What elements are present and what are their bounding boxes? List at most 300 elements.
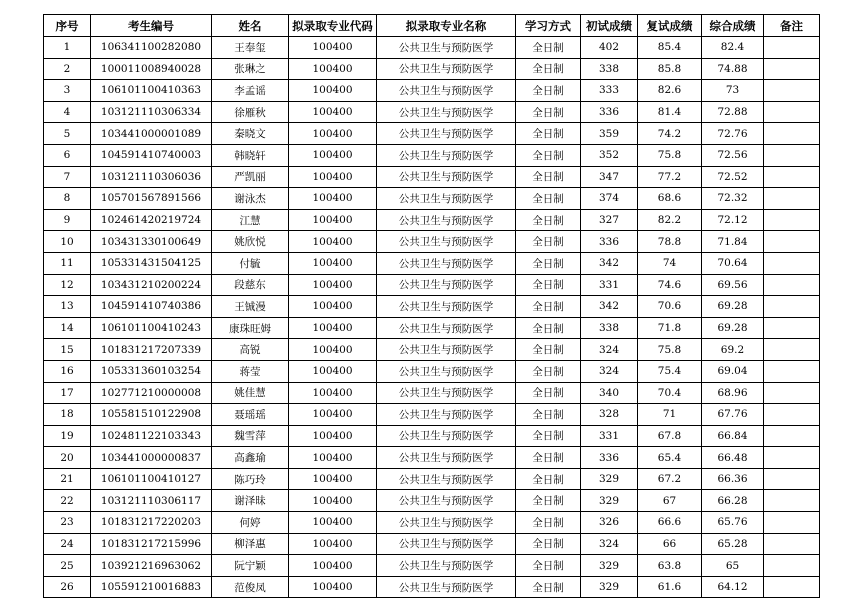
cell-seq: 15	[44, 339, 91, 361]
table-row	[44, 209, 820, 231]
header-candidate-id: 考生编号	[91, 15, 212, 37]
cell-name: 张琳之	[212, 58, 289, 80]
cell-candidate-id: 103431210200224	[91, 274, 212, 296]
cell-total-score: 72.76	[702, 123, 764, 145]
cell-total-score: 71.84	[702, 231, 764, 253]
cell-study-mode: 全日制	[516, 123, 581, 145]
cell-major-name: 公共卫生与预防医学	[377, 37, 516, 59]
cell-remarks	[764, 576, 820, 598]
cell-seq: 19	[44, 425, 91, 447]
cell-name: 范俊凤	[212, 576, 289, 598]
cell-name: 李孟谣	[212, 80, 289, 102]
cell-remarks	[764, 425, 820, 447]
cell-seq: 4	[44, 101, 91, 123]
table-body	[44, 37, 820, 598]
cell-study-mode: 全日制	[516, 512, 581, 534]
table-row	[44, 37, 820, 59]
cell-remarks	[764, 468, 820, 490]
cell-initial-score: 329	[581, 555, 638, 577]
cell-retest-score: 82.6	[638, 80, 702, 102]
cell-name: 蒋莹	[212, 360, 289, 382]
table-row	[44, 80, 820, 102]
cell-retest-score: 85.4	[638, 37, 702, 59]
cell-candidate-id: 102461420219724	[91, 209, 212, 231]
cell-total-score: 72.12	[702, 209, 764, 231]
cell-name: 聂瑶瑶	[212, 404, 289, 426]
admission-table	[43, 14, 820, 598]
cell-total-score: 69.28	[702, 317, 764, 339]
table-row	[44, 166, 820, 188]
cell-initial-score: 402	[581, 37, 638, 59]
cell-retest-score: 61.6	[638, 576, 702, 598]
cell-total-score: 66.48	[702, 447, 764, 469]
cell-initial-score: 326	[581, 512, 638, 534]
cell-total-score: 64.12	[702, 576, 764, 598]
cell-initial-score: 352	[581, 144, 638, 166]
cell-initial-score: 347	[581, 166, 638, 188]
cell-seq: 22	[44, 490, 91, 512]
cell-major-name: 公共卫生与预防医学	[377, 468, 516, 490]
cell-major-code: 100400	[289, 296, 377, 318]
cell-name: 高鑫瑜	[212, 447, 289, 469]
cell-seq: 7	[44, 166, 91, 188]
cell-total-score: 66.28	[702, 490, 764, 512]
cell-major-name: 公共卫生与预防医学	[377, 512, 516, 534]
cell-name: 秦晓文	[212, 123, 289, 145]
cell-major-name: 公共卫生与预防医学	[377, 209, 516, 231]
cell-study-mode: 全日制	[516, 209, 581, 231]
cell-candidate-id: 103121110306036	[91, 166, 212, 188]
cell-major-name: 公共卫生与预防医学	[377, 188, 516, 210]
cell-initial-score: 333	[581, 80, 638, 102]
cell-major-code: 100400	[289, 209, 377, 231]
cell-remarks	[764, 317, 820, 339]
cell-retest-score: 74.2	[638, 123, 702, 145]
cell-name: 魏雪萍	[212, 425, 289, 447]
cell-major-code: 100400	[289, 339, 377, 361]
cell-initial-score: 374	[581, 188, 638, 210]
cell-retest-score: 82.2	[638, 209, 702, 231]
cell-name: 江慧	[212, 209, 289, 231]
cell-name: 段慈东	[212, 274, 289, 296]
table-row	[44, 231, 820, 253]
cell-major-name: 公共卫生与预防医学	[377, 360, 516, 382]
cell-study-mode: 全日制	[516, 339, 581, 361]
cell-major-code: 100400	[289, 468, 377, 490]
cell-retest-score: 66	[638, 533, 702, 555]
cell-total-score: 74.88	[702, 58, 764, 80]
cell-seq: 6	[44, 144, 91, 166]
cell-candidate-id: 105591210016883	[91, 576, 212, 598]
table-row	[44, 512, 820, 534]
cell-retest-score: 67.2	[638, 468, 702, 490]
cell-major-code: 100400	[289, 533, 377, 555]
cell-remarks	[764, 512, 820, 534]
cell-candidate-id: 100011008940028	[91, 58, 212, 80]
cell-initial-score: 338	[581, 317, 638, 339]
cell-total-score: 65.76	[702, 512, 764, 534]
admission-list-sheet	[43, 14, 820, 598]
cell-seq: 18	[44, 404, 91, 426]
table-row	[44, 296, 820, 318]
cell-seq: 24	[44, 533, 91, 555]
cell-retest-score: 74	[638, 252, 702, 274]
cell-retest-score: 70.4	[638, 382, 702, 404]
cell-major-name: 公共卫生与预防医学	[377, 555, 516, 577]
cell-study-mode: 全日制	[516, 37, 581, 59]
header-remarks: 备注	[764, 15, 820, 37]
cell-major-code: 100400	[289, 555, 377, 577]
cell-total-score: 70.64	[702, 252, 764, 274]
cell-remarks	[764, 80, 820, 102]
cell-initial-score: 342	[581, 252, 638, 274]
cell-candidate-id: 103921216963062	[91, 555, 212, 577]
cell-major-name: 公共卫生与预防医学	[377, 296, 516, 318]
cell-major-code: 100400	[289, 144, 377, 166]
cell-initial-score: 328	[581, 404, 638, 426]
cell-major-code: 100400	[289, 404, 377, 426]
cell-seq: 3	[44, 80, 91, 102]
cell-name: 徐雁秋	[212, 101, 289, 123]
cell-total-score: 66.84	[702, 425, 764, 447]
cell-candidate-id: 106101100410127	[91, 468, 212, 490]
cell-major-code: 100400	[289, 512, 377, 534]
cell-candidate-id: 104591410740386	[91, 296, 212, 318]
table-row	[44, 188, 820, 210]
cell-major-name: 公共卫生与预防医学	[377, 382, 516, 404]
cell-remarks	[764, 490, 820, 512]
cell-study-mode: 全日制	[516, 404, 581, 426]
cell-major-code: 100400	[289, 80, 377, 102]
cell-candidate-id: 101831217207339	[91, 339, 212, 361]
cell-remarks	[764, 144, 820, 166]
cell-name: 陈巧玲	[212, 468, 289, 490]
cell-major-name: 公共卫生与预防医学	[377, 576, 516, 598]
cell-name: 付毓	[212, 252, 289, 274]
cell-seq: 21	[44, 468, 91, 490]
cell-initial-score: 336	[581, 447, 638, 469]
table-row	[44, 144, 820, 166]
cell-initial-score: 329	[581, 576, 638, 598]
cell-initial-score: 324	[581, 533, 638, 555]
cell-name: 柳泽惠	[212, 533, 289, 555]
cell-major-code: 100400	[289, 576, 377, 598]
cell-study-mode: 全日制	[516, 555, 581, 577]
cell-major-name: 公共卫生与预防医学	[377, 404, 516, 426]
cell-initial-score: 329	[581, 468, 638, 490]
cell-initial-score: 324	[581, 339, 638, 361]
cell-major-code: 100400	[289, 58, 377, 80]
cell-seq: 23	[44, 512, 91, 534]
table-row	[44, 490, 820, 512]
cell-name: 何婷	[212, 512, 289, 534]
cell-study-mode: 全日制	[516, 144, 581, 166]
cell-study-mode: 全日制	[516, 360, 581, 382]
cell-initial-score: 331	[581, 425, 638, 447]
cell-candidate-id: 103121110306334	[91, 101, 212, 123]
cell-name: 姚欣悦	[212, 231, 289, 253]
cell-candidate-id: 101831217220203	[91, 512, 212, 534]
cell-major-code: 100400	[289, 490, 377, 512]
cell-major-name: 公共卫生与预防医学	[377, 101, 516, 123]
cell-candidate-id: 105701567891566	[91, 188, 212, 210]
table-header-row	[44, 15, 820, 37]
cell-retest-score: 85.8	[638, 58, 702, 80]
cell-major-code: 100400	[289, 231, 377, 253]
cell-seq: 8	[44, 188, 91, 210]
cell-candidate-id: 105331360103254	[91, 360, 212, 382]
cell-study-mode: 全日制	[516, 317, 581, 339]
cell-remarks	[764, 37, 820, 59]
cell-candidate-id: 106341100282080	[91, 37, 212, 59]
cell-name: 谢泽昧	[212, 490, 289, 512]
cell-major-name: 公共卫生与预防医学	[377, 166, 516, 188]
header-seq: 序号	[44, 15, 91, 37]
cell-retest-score: 65.4	[638, 447, 702, 469]
table-row	[44, 447, 820, 469]
cell-total-score: 69.56	[702, 274, 764, 296]
cell-study-mode: 全日制	[516, 101, 581, 123]
cell-name: 严凯丽	[212, 166, 289, 188]
cell-study-mode: 全日制	[516, 382, 581, 404]
cell-seq: 25	[44, 555, 91, 577]
cell-total-score: 72.52	[702, 166, 764, 188]
cell-initial-score: 336	[581, 231, 638, 253]
cell-major-code: 100400	[289, 360, 377, 382]
cell-major-code: 100400	[289, 447, 377, 469]
cell-study-mode: 全日制	[516, 58, 581, 80]
table-row	[44, 58, 820, 80]
cell-seq: 12	[44, 274, 91, 296]
table-row	[44, 252, 820, 274]
cell-retest-score: 66.6	[638, 512, 702, 534]
cell-seq: 10	[44, 231, 91, 253]
cell-retest-score: 68.6	[638, 188, 702, 210]
cell-initial-score: 331	[581, 274, 638, 296]
cell-remarks	[764, 555, 820, 577]
table-row	[44, 425, 820, 447]
cell-total-score: 65	[702, 555, 764, 577]
cell-retest-score: 67	[638, 490, 702, 512]
cell-retest-score: 81.4	[638, 101, 702, 123]
cell-retest-score: 70.6	[638, 296, 702, 318]
cell-initial-score: 340	[581, 382, 638, 404]
cell-remarks	[764, 101, 820, 123]
cell-total-score: 73	[702, 80, 764, 102]
cell-total-score: 72.88	[702, 101, 764, 123]
header-major-name: 拟录取专业名称	[377, 15, 516, 37]
cell-total-score: 72.56	[702, 144, 764, 166]
cell-candidate-id: 105581510122908	[91, 404, 212, 426]
cell-name: 王奉玺	[212, 37, 289, 59]
cell-seq: 1	[44, 37, 91, 59]
cell-study-mode: 全日制	[516, 490, 581, 512]
header-initial-score: 初试成绩	[581, 15, 638, 37]
cell-retest-score: 74.6	[638, 274, 702, 296]
cell-remarks	[764, 188, 820, 210]
cell-name: 高锐	[212, 339, 289, 361]
cell-candidate-id: 106101100410243	[91, 317, 212, 339]
cell-total-score: 82.4	[702, 37, 764, 59]
cell-total-score: 67.76	[702, 404, 764, 426]
cell-major-name: 公共卫生与预防医学	[377, 274, 516, 296]
cell-remarks	[764, 447, 820, 469]
cell-major-code: 100400	[289, 425, 377, 447]
table-row	[44, 404, 820, 426]
cell-initial-score: 329	[581, 490, 638, 512]
cell-retest-score: 71.8	[638, 317, 702, 339]
cell-study-mode: 全日制	[516, 231, 581, 253]
cell-retest-score: 71	[638, 404, 702, 426]
cell-remarks	[764, 166, 820, 188]
cell-major-name: 公共卫生与预防医学	[377, 339, 516, 361]
cell-remarks	[764, 382, 820, 404]
table-row	[44, 101, 820, 123]
cell-seq: 14	[44, 317, 91, 339]
cell-initial-score: 342	[581, 296, 638, 318]
cell-total-score: 66.36	[702, 468, 764, 490]
cell-major-code: 100400	[289, 188, 377, 210]
cell-initial-score: 336	[581, 101, 638, 123]
cell-seq: 5	[44, 123, 91, 145]
cell-remarks	[764, 360, 820, 382]
cell-seq: 2	[44, 58, 91, 80]
cell-retest-score: 67.8	[638, 425, 702, 447]
cell-major-name: 公共卫生与预防医学	[377, 490, 516, 512]
cell-name: 谢泳杰	[212, 188, 289, 210]
cell-major-name: 公共卫生与预防医学	[377, 231, 516, 253]
cell-total-score: 69.04	[702, 360, 764, 382]
cell-total-score: 72.32	[702, 188, 764, 210]
cell-retest-score: 75.8	[638, 144, 702, 166]
cell-study-mode: 全日制	[516, 533, 581, 555]
cell-candidate-id: 102481122103343	[91, 425, 212, 447]
cell-retest-score: 75.8	[638, 339, 702, 361]
cell-total-score: 69.28	[702, 296, 764, 318]
table-row	[44, 360, 820, 382]
cell-major-name: 公共卫生与预防医学	[377, 425, 516, 447]
cell-seq: 11	[44, 252, 91, 274]
cell-major-code: 100400	[289, 123, 377, 145]
cell-remarks	[764, 231, 820, 253]
cell-initial-score: 359	[581, 123, 638, 145]
cell-retest-score: 75.4	[638, 360, 702, 382]
cell-candidate-id: 101831217215996	[91, 533, 212, 555]
cell-major-code: 100400	[289, 274, 377, 296]
cell-retest-score: 77.2	[638, 166, 702, 188]
cell-major-code: 100400	[289, 101, 377, 123]
cell-initial-score: 324	[581, 360, 638, 382]
cell-major-name: 公共卫生与预防医学	[377, 533, 516, 555]
cell-major-name: 公共卫生与预防医学	[377, 317, 516, 339]
cell-candidate-id: 106101100410363	[91, 80, 212, 102]
cell-study-mode: 全日制	[516, 252, 581, 274]
cell-remarks	[764, 404, 820, 426]
cell-remarks	[764, 533, 820, 555]
table-row	[44, 317, 820, 339]
cell-remarks	[764, 339, 820, 361]
cell-study-mode: 全日制	[516, 188, 581, 210]
table-row	[44, 555, 820, 577]
header-total-score: 综合成绩	[702, 15, 764, 37]
cell-seq: 16	[44, 360, 91, 382]
cell-seq: 26	[44, 576, 91, 598]
cell-initial-score: 338	[581, 58, 638, 80]
cell-remarks	[764, 252, 820, 274]
cell-major-name: 公共卫生与预防医学	[377, 123, 516, 145]
cell-remarks	[764, 274, 820, 296]
table-row	[44, 382, 820, 404]
cell-candidate-id: 103441000000837	[91, 447, 212, 469]
table-row	[44, 533, 820, 555]
cell-major-name: 公共卫生与预防医学	[377, 447, 516, 469]
table-row	[44, 468, 820, 490]
header-retest-score: 复试成绩	[638, 15, 702, 37]
cell-study-mode: 全日制	[516, 296, 581, 318]
cell-candidate-id: 103121110306117	[91, 490, 212, 512]
header-major-code: 拟录取专业代码	[289, 15, 377, 37]
cell-candidate-id: 105331431504125	[91, 252, 212, 274]
cell-total-score: 68.96	[702, 382, 764, 404]
cell-major-name: 公共卫生与预防医学	[377, 144, 516, 166]
cell-retest-score: 63.8	[638, 555, 702, 577]
cell-major-code: 100400	[289, 37, 377, 59]
cell-initial-score: 327	[581, 209, 638, 231]
cell-study-mode: 全日制	[516, 166, 581, 188]
cell-remarks	[764, 58, 820, 80]
cell-seq: 17	[44, 382, 91, 404]
cell-candidate-id: 103431330100649	[91, 231, 212, 253]
cell-remarks	[764, 296, 820, 318]
cell-major-name: 公共卫生与预防医学	[377, 58, 516, 80]
cell-major-code: 100400	[289, 382, 377, 404]
cell-study-mode: 全日制	[516, 447, 581, 469]
cell-name: 阮宁颖	[212, 555, 289, 577]
table-row	[44, 576, 820, 598]
cell-seq: 9	[44, 209, 91, 231]
cell-seq: 20	[44, 447, 91, 469]
cell-study-mode: 全日制	[516, 468, 581, 490]
cell-candidate-id: 103441000001089	[91, 123, 212, 145]
table-row	[44, 274, 820, 296]
cell-name: 韩晓轩	[212, 144, 289, 166]
cell-total-score: 65.28	[702, 533, 764, 555]
cell-name: 康珠旺姆	[212, 317, 289, 339]
cell-major-code: 100400	[289, 317, 377, 339]
cell-candidate-id: 104591410740003	[91, 144, 212, 166]
cell-seq: 13	[44, 296, 91, 318]
cell-total-score: 69.2	[702, 339, 764, 361]
cell-remarks	[764, 123, 820, 145]
cell-candidate-id: 102771210000008	[91, 382, 212, 404]
cell-retest-score: 78.8	[638, 231, 702, 253]
cell-major-code: 100400	[289, 166, 377, 188]
cell-major-name: 公共卫生与预防医学	[377, 252, 516, 274]
header-name: 姓名	[212, 15, 289, 37]
cell-study-mode: 全日制	[516, 80, 581, 102]
cell-study-mode: 全日制	[516, 425, 581, 447]
cell-study-mode: 全日制	[516, 274, 581, 296]
table-row	[44, 339, 820, 361]
header-study-mode: 学习方式	[516, 15, 581, 37]
cell-remarks	[764, 209, 820, 231]
cell-major-name: 公共卫生与预防医学	[377, 80, 516, 102]
cell-study-mode: 全日制	[516, 576, 581, 598]
cell-name: 王铖漫	[212, 296, 289, 318]
table-row	[44, 123, 820, 145]
cell-major-code: 100400	[289, 252, 377, 274]
cell-name: 姚佳慧	[212, 382, 289, 404]
